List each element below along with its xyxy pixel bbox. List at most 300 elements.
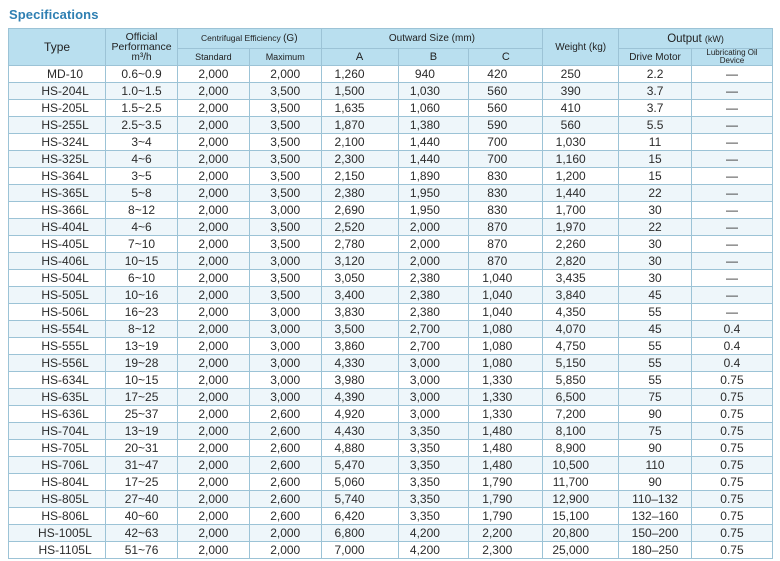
size-c-cell: 1,040	[469, 270, 543, 287]
size-b-cell: 1,890	[398, 168, 469, 185]
type-cell: HS-255L	[9, 117, 106, 134]
size-b-cell: 2,000	[398, 253, 469, 270]
lubricating-oil-cell: 0.75	[691, 389, 772, 406]
weight-cell: 8,100	[543, 423, 619, 440]
size-a-cell: 3,980	[321, 372, 398, 389]
drive-motor-cell: 90	[619, 406, 692, 423]
outward-size-header: Outward Size (mm)	[321, 29, 543, 49]
size-b-cell: 3,350	[398, 440, 469, 457]
weight-cell: 1,160	[543, 151, 619, 168]
size-c-header: C	[469, 49, 543, 66]
standard-g-cell: 2,000	[177, 321, 249, 338]
size-b-cell: 3,350	[398, 474, 469, 491]
size-a-cell: 3,500	[321, 321, 398, 338]
size-b-cell: 2,380	[398, 287, 469, 304]
output-header	[619, 29, 773, 49]
size-c-cell: 830	[469, 202, 543, 219]
centrifugal-efficiency-unit: (G)	[283, 33, 298, 44]
weight-cell: 1,440	[543, 185, 619, 202]
maximum-g-cell: 3,500	[249, 134, 321, 151]
type-cell: HS-205L	[9, 100, 106, 117]
type-cell: HS-804L	[9, 474, 106, 491]
size-c-cell: 590	[469, 117, 543, 134]
weight-cell: 1,970	[543, 219, 619, 236]
drive-motor-cell: 2.2	[619, 66, 692, 83]
maximum-g-cell: 3,500	[249, 83, 321, 100]
page-title: Specifications	[9, 7, 99, 22]
performance-cell: 17~25	[106, 474, 178, 491]
size-a-cell: 3,860	[321, 338, 398, 355]
maximum-g-cell: 2,600	[249, 406, 321, 423]
drive-motor-cell: 90	[619, 440, 692, 457]
weight-cell: 2,820	[543, 253, 619, 270]
type-cell: HS-325L	[9, 151, 106, 168]
lubricating-oil-cell: —	[691, 270, 772, 287]
lubricating-oil-cell: 0.75	[691, 423, 772, 440]
maximum-g-cell: 3,000	[249, 321, 321, 338]
size-a-cell: 7,000	[321, 542, 398, 559]
weight-cell: 390	[543, 83, 619, 100]
type-cell: HS-365L	[9, 185, 106, 202]
weight-cell: 10,500	[543, 457, 619, 474]
size-a-cell: 5,060	[321, 474, 398, 491]
weight-cell: 560	[543, 117, 619, 134]
performance-cell: 10~16	[106, 287, 178, 304]
size-b-cell: 4,200	[398, 525, 469, 542]
size-a-cell: 4,920	[321, 406, 398, 423]
performance-cell: 6~10	[106, 270, 178, 287]
type-cell: HS-504L	[9, 270, 106, 287]
size-c-cell: 560	[469, 100, 543, 117]
lubricating-oil-cell: 0.4	[691, 321, 772, 338]
size-b-cell: 1,950	[398, 202, 469, 219]
standard-g-cell: 2,000	[177, 83, 249, 100]
size-b-cell: 3,350	[398, 508, 469, 525]
weight-cell: 12,900	[543, 491, 619, 508]
table-row	[9, 287, 773, 304]
table-row	[9, 151, 773, 168]
weight-cell: 410	[543, 100, 619, 117]
table-row	[9, 338, 773, 355]
type-cell: HS-405L	[9, 236, 106, 253]
performance-cell: 51~76	[106, 542, 178, 559]
lubricating-oil-cell: 0.75	[691, 457, 772, 474]
weight-cell: 5,850	[543, 372, 619, 389]
size-c-cell: 1,480	[469, 457, 543, 474]
size-b-cell: 1,380	[398, 117, 469, 134]
drive-motor-cell: 45	[619, 287, 692, 304]
maximum-g-cell: 3,000	[249, 202, 321, 219]
performance-cell: 1.5~2.5	[106, 100, 178, 117]
maximum-g-cell: 2,600	[249, 423, 321, 440]
weight-cell: 1,700	[543, 202, 619, 219]
drive-motor-cell: 55	[619, 338, 692, 355]
performance-cell: 8~12	[106, 202, 178, 219]
type-cell: HS-1005L	[9, 525, 106, 542]
lubricating-oil-cell: 0.75	[691, 440, 772, 457]
maximum-g-cell: 3,500	[249, 168, 321, 185]
size-a-cell: 1,870	[321, 117, 398, 134]
drive-motor-cell: 55	[619, 304, 692, 321]
lubricating-oil-cell: —	[691, 202, 772, 219]
table-row	[9, 474, 773, 491]
table-row	[9, 236, 773, 253]
weight-cell: 4,070	[543, 321, 619, 338]
size-a-header: A	[321, 49, 398, 66]
standard-g-cell: 2,000	[177, 117, 249, 134]
size-c-cell: 2,300	[469, 542, 543, 559]
table-row	[9, 202, 773, 219]
size-c-cell: 1,330	[469, 389, 543, 406]
table-row	[9, 185, 773, 202]
table-row	[9, 389, 773, 406]
size-a-cell: 6,420	[321, 508, 398, 525]
size-a-cell: 2,380	[321, 185, 398, 202]
type-cell: HS-404L	[9, 219, 106, 236]
performance-header-line1: Official	[125, 30, 158, 43]
performance-cell: 13~19	[106, 338, 178, 355]
maximum-g-cell: 3,500	[249, 270, 321, 287]
lubricating-oil-cell: 0.4	[691, 355, 772, 372]
maximum-g-cell: 2,600	[249, 457, 321, 474]
type-cell: HS-706L	[9, 457, 106, 474]
drive-motor-cell: 3.7	[619, 83, 692, 100]
table-body	[9, 66, 773, 559]
weight-cell: 2,260	[543, 236, 619, 253]
size-c-cell: 1,790	[469, 491, 543, 508]
size-a-cell: 5,740	[321, 491, 398, 508]
performance-cell: 27~40	[106, 491, 178, 508]
drive-motor-cell: 22	[619, 219, 692, 236]
standard-g-cell: 2,000	[177, 202, 249, 219]
weight-cell: 20,800	[543, 525, 619, 542]
size-c-cell: 560	[469, 83, 543, 100]
drive-motor-cell: 3.7	[619, 100, 692, 117]
performance-cell: 7~10	[106, 236, 178, 253]
size-a-cell: 3,120	[321, 253, 398, 270]
size-c-cell: 1,040	[469, 304, 543, 321]
lubricating-oil-cell: —	[691, 236, 772, 253]
drive-motor-cell: 110	[619, 457, 692, 474]
performance-cell: 16~23	[106, 304, 178, 321]
maximum-g-cell: 3,500	[249, 219, 321, 236]
weight-cell: 7,200	[543, 406, 619, 423]
lubricating-oil-cell: —	[691, 253, 772, 270]
lubricating-oil-cell: —	[691, 219, 772, 236]
table-row	[9, 491, 773, 508]
lubricating-oil-cell: —	[691, 117, 772, 134]
standard-g-cell: 2,000	[177, 168, 249, 185]
performance-cell: 13~19	[106, 423, 178, 440]
table-row	[9, 117, 773, 134]
standard-g-cell: 2,000	[177, 270, 249, 287]
size-b-cell: 2,700	[398, 321, 469, 338]
size-b-cell: 1,950	[398, 185, 469, 202]
performance-cell: 3~4	[106, 134, 178, 151]
size-c-cell: 1,480	[469, 423, 543, 440]
size-b-cell: 1,030	[398, 83, 469, 100]
drive-motor-header: Drive Motor	[619, 49, 692, 66]
performance-cell: 25~37	[106, 406, 178, 423]
standard-g-cell: 2,000	[177, 151, 249, 168]
table-row	[9, 542, 773, 559]
performance-header	[106, 29, 178, 66]
type-cell: HS-505L	[9, 287, 106, 304]
size-b-cell: 2,380	[398, 304, 469, 321]
size-b-header: B	[398, 49, 469, 66]
performance-cell: 4~6	[106, 151, 178, 168]
drive-motor-cell: 75	[619, 389, 692, 406]
size-b-cell: 1,440	[398, 151, 469, 168]
standard-g-cell: 2,000	[177, 185, 249, 202]
weight-header: Weight (kg)	[543, 29, 619, 66]
size-b-cell: 3,000	[398, 372, 469, 389]
size-a-cell: 1,635	[321, 100, 398, 117]
standard-g-cell: 2,000	[177, 355, 249, 372]
size-b-cell: 2,000	[398, 219, 469, 236]
lubricating-oil-cell: 0.75	[691, 406, 772, 423]
standard-g-cell: 2,000	[177, 253, 249, 270]
weight-cell: 1,030	[543, 134, 619, 151]
size-b-cell: 2,380	[398, 270, 469, 287]
size-c-cell: 1,040	[469, 287, 543, 304]
table-row	[9, 423, 773, 440]
type-cell: HS-805L	[9, 491, 106, 508]
size-a-cell: 1,500	[321, 83, 398, 100]
maximum-g-cell: 2,000	[249, 525, 321, 542]
size-c-cell: 700	[469, 151, 543, 168]
specifications-table	[8, 28, 773, 559]
standard-g-cell: 2,000	[177, 66, 249, 83]
table-row	[9, 304, 773, 321]
table-row	[9, 219, 773, 236]
size-c-cell: 870	[469, 219, 543, 236]
maximum-g-cell: 2,600	[249, 474, 321, 491]
size-a-cell: 2,150	[321, 168, 398, 185]
type-cell: MD-10	[9, 66, 106, 83]
standard-g-cell: 2,000	[177, 406, 249, 423]
type-cell: HS-364L	[9, 168, 106, 185]
size-b-cell: 3,350	[398, 491, 469, 508]
lube-header-line2: Device	[719, 56, 745, 65]
size-b-cell: 3,350	[398, 457, 469, 474]
lubricating-oil-cell: —	[691, 100, 772, 117]
lubricating-oil-cell: 0.75	[691, 525, 772, 542]
table-row	[9, 406, 773, 423]
size-a-cell: 4,430	[321, 423, 398, 440]
drive-motor-cell: 150–200	[619, 525, 692, 542]
type-cell: HS-554L	[9, 321, 106, 338]
drive-motor-cell: 110–132	[619, 491, 692, 508]
size-a-cell: 2,780	[321, 236, 398, 253]
lubricating-oil-cell: 0.75	[691, 508, 772, 525]
performance-cell: 5~8	[106, 185, 178, 202]
type-cell: HS-636L	[9, 406, 106, 423]
performance-cell: 8~12	[106, 321, 178, 338]
standard-g-cell: 2,000	[177, 100, 249, 117]
size-b-cell: 4,200	[398, 542, 469, 559]
size-c-cell: 830	[469, 168, 543, 185]
size-c-cell: 1,330	[469, 406, 543, 423]
table-row	[9, 372, 773, 389]
standard-g-cell: 2,000	[177, 219, 249, 236]
type-cell: HS-634L	[9, 372, 106, 389]
weight-cell: 4,350	[543, 304, 619, 321]
performance-cell: 17~25	[106, 389, 178, 406]
size-c-cell: 1,790	[469, 474, 543, 491]
weight-cell: 11,700	[543, 474, 619, 491]
table-row	[9, 253, 773, 270]
lubricating-oil-cell: 0.75	[691, 372, 772, 389]
standard-g-cell: 2,000	[177, 236, 249, 253]
weight-cell: 1,200	[543, 168, 619, 185]
size-a-cell: 3,400	[321, 287, 398, 304]
lubricating-oil-cell: —	[691, 168, 772, 185]
drive-motor-cell: 55	[619, 355, 692, 372]
size-c-cell: 870	[469, 236, 543, 253]
size-b-cell: 3,000	[398, 406, 469, 423]
size-c-cell: 1,080	[469, 338, 543, 355]
performance-cell: 10~15	[106, 253, 178, 270]
standard-g-cell: 2,000	[177, 457, 249, 474]
drive-motor-cell: 22	[619, 185, 692, 202]
size-b-cell: 3,000	[398, 389, 469, 406]
size-a-cell: 2,690	[321, 202, 398, 219]
type-cell: HS-806L	[9, 508, 106, 525]
type-cell: HS-506L	[9, 304, 106, 321]
output-label: Output	[667, 32, 702, 45]
weight-cell: 25,000	[543, 542, 619, 559]
standard-g-cell: 2,000	[177, 423, 249, 440]
drive-motor-cell: 90	[619, 474, 692, 491]
maximum-g-cell: 3,500	[249, 100, 321, 117]
standard-g-cell: 2,000	[177, 491, 249, 508]
weight-cell: 15,100	[543, 508, 619, 525]
maximum-g-cell: 3,000	[249, 389, 321, 406]
drive-motor-cell: 75	[619, 423, 692, 440]
type-cell: HS-704L	[9, 423, 106, 440]
size-c-cell: 830	[469, 185, 543, 202]
maximum-g-cell: 3,000	[249, 253, 321, 270]
size-b-cell: 2,700	[398, 338, 469, 355]
size-c-cell: 1,790	[469, 508, 543, 525]
size-b-cell: 2,000	[398, 236, 469, 253]
lubricating-oil-cell: 0.75	[691, 491, 772, 508]
size-a-cell: 4,880	[321, 440, 398, 457]
weight-cell: 3,840	[543, 287, 619, 304]
standard-g-cell: 2,000	[177, 304, 249, 321]
size-a-cell: 4,390	[321, 389, 398, 406]
performance-cell: 0.6~0.9	[106, 66, 178, 83]
weight-cell: 3,435	[543, 270, 619, 287]
output-unit: (kW)	[704, 33, 724, 44]
table-row	[9, 270, 773, 287]
drive-motor-cell: 45	[619, 321, 692, 338]
performance-header-line2: Performance	[111, 40, 172, 53]
weight-cell: 5,150	[543, 355, 619, 372]
lubricating-oil-cell: —	[691, 304, 772, 321]
performance-cell: 10~15	[106, 372, 178, 389]
maximum-g-cell: 2,600	[249, 440, 321, 457]
table-row	[9, 66, 773, 83]
size-b-cell: 1,440	[398, 134, 469, 151]
table-row	[9, 457, 773, 474]
standard-g-cell: 2,000	[177, 440, 249, 457]
size-c-cell: 1,080	[469, 355, 543, 372]
maximum-g-cell: 3,000	[249, 304, 321, 321]
standard-g-cell: 2,000	[177, 542, 249, 559]
type-cell: HS-705L	[9, 440, 106, 457]
lubricating-oil-cell: —	[691, 151, 772, 168]
size-a-cell: 3,050	[321, 270, 398, 287]
standard-g-cell: 2,000	[177, 474, 249, 491]
table-header	[9, 29, 773, 66]
weight-cell: 250	[543, 66, 619, 83]
maximum-g-cell: 3,500	[249, 117, 321, 134]
standard-g-cell: 2,000	[177, 134, 249, 151]
type-cell: HS-1105L	[9, 542, 106, 559]
lube-header-line1: Lubricating Oil	[706, 48, 758, 57]
maximum-g-cell: 3,000	[249, 338, 321, 355]
maximum-g-cell: 3,000	[249, 355, 321, 372]
performance-cell: 2.5~3.5	[106, 117, 178, 134]
type-header: Type	[9, 29, 106, 66]
maximum-g-cell: 2,600	[249, 508, 321, 525]
size-a-cell: 3,830	[321, 304, 398, 321]
performance-cell: 19~28	[106, 355, 178, 372]
size-a-cell: 2,300	[321, 151, 398, 168]
table-row	[9, 440, 773, 457]
performance-unit: m³/h	[131, 51, 152, 63]
size-a-cell: 2,520	[321, 219, 398, 236]
drive-motor-cell: 15	[619, 168, 692, 185]
performance-cell: 4~6	[106, 219, 178, 236]
standard-g-cell: 2,000	[177, 389, 249, 406]
standard-header: Standard	[177, 49, 249, 66]
drive-motor-cell: 132–160	[619, 508, 692, 525]
type-cell: HS-366L	[9, 202, 106, 219]
size-c-cell: 870	[469, 253, 543, 270]
table-row	[9, 355, 773, 372]
standard-g-cell: 2,000	[177, 287, 249, 304]
lubricating-oil-cell: 0.4	[691, 338, 772, 355]
weight-cell: 4,750	[543, 338, 619, 355]
drive-motor-cell: 5.5	[619, 117, 692, 134]
size-b-cell: 1,060	[398, 100, 469, 117]
type-cell: HS-406L	[9, 253, 106, 270]
size-c-cell: 420	[469, 66, 543, 83]
maximum-g-cell: 2,000	[249, 66, 321, 83]
maximum-g-cell: 2,000	[249, 542, 321, 559]
drive-motor-cell: 180–250	[619, 542, 692, 559]
table-row	[9, 508, 773, 525]
standard-g-cell: 2,000	[177, 525, 249, 542]
lubricating-oil-cell: —	[691, 134, 772, 151]
size-c-cell: 1,080	[469, 321, 543, 338]
size-c-cell: 1,330	[469, 372, 543, 389]
performance-cell: 31~47	[106, 457, 178, 474]
table-row	[9, 525, 773, 542]
lubricating-oil-cell: —	[691, 185, 772, 202]
drive-motor-cell: 30	[619, 236, 692, 253]
weight-cell: 6,500	[543, 389, 619, 406]
size-b-cell: 3,000	[398, 355, 469, 372]
drive-motor-cell: 15	[619, 151, 692, 168]
lubricating-oil-cell: 0.75	[691, 542, 772, 559]
type-cell: HS-555L	[9, 338, 106, 355]
performance-cell: 42~63	[106, 525, 178, 542]
table-row	[9, 83, 773, 100]
